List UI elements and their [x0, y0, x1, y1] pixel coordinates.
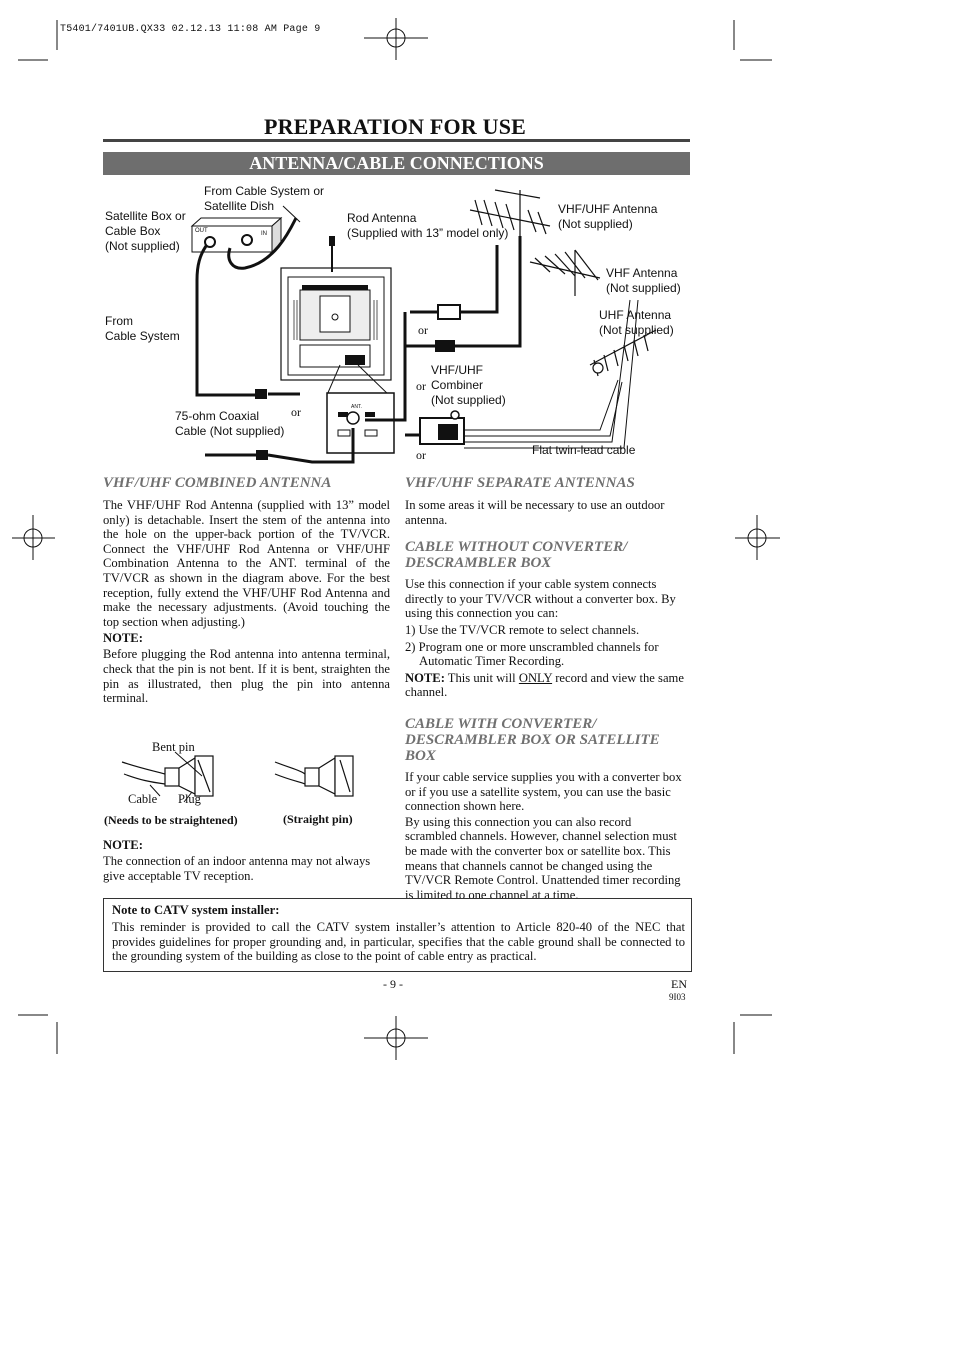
- label-vhf-antenna: VHF Antenna (Not supplied): [606, 266, 681, 295]
- tv-vcr-icon: [281, 268, 391, 380]
- label-rod-antenna: Rod Antenna (Supplied with 13” model only): [347, 211, 509, 240]
- language-code: EN: [671, 977, 687, 991]
- paragraph-without-converter: Use this connection if your cable system connects directly to your TV/VCR without a converter box. By using this connection you can:: [405, 577, 676, 621]
- label-vhf-uhf-antenna: VHF/UHF Antenna (Not supplied): [558, 202, 658, 231]
- paragraph-with-converter: If your cable service supplies you with a converter box or if you use a satellite system, you can use the basic connection shown here.: [405, 769, 682, 814]
- note-label: NOTE:: [405, 670, 445, 685]
- catv-title: Note to CATV system installer:: [112, 903, 280, 917]
- heading-without-converter: CABLE WITHOUT CONVERTER/ DESCRAMBLER BOX: [405, 539, 628, 572]
- combiner-icon: [420, 411, 464, 444]
- catv-text: This reminder is provided to call the CATV system installer’s attention to Article 820-40 of the NEC that provides guidelines for proper grounding and, in particular, specifies that the cable ground shall be connected to the grounding system of the building as close to the point of cable entry as practical.: [112, 920, 685, 964]
- catv-note-box: [103, 898, 692, 972]
- f-connector-icon: [435, 340, 455, 352]
- label-or-3: or: [291, 405, 301, 419]
- section-band: ANTENNA/CABLE CONNECTIONS: [103, 152, 690, 175]
- label-ant: ANT.: [351, 404, 362, 410]
- list-item-1: 1) Use the TV/VCR remote to select channels.: [405, 622, 640, 637]
- rod-connector-icon: [438, 305, 460, 319]
- paragraph-note-only: [405, 671, 685, 700]
- left-column: [103, 475, 390, 706]
- ant-panel-icon: [327, 393, 394, 453]
- note-text-a: This unit will: [444, 670, 519, 685]
- label-or-1: or: [418, 323, 428, 337]
- label-needs-straightened: (Needs to be straightened): [104, 813, 238, 827]
- note-only: ONLY: [518, 670, 553, 685]
- heading-combined-antenna: VHF/UHF COMBINED ANTENNA: [103, 475, 332, 491]
- heading-separate-antennas: VHF/UHF SEPARATE ANTENNAS: [405, 475, 635, 491]
- list-item-2: 2) Program one or more unscrambled channels for Automatic Timer Recording.: [405, 639, 659, 669]
- print-header: T5401/7401UB.QX33 02.12.13 11:08 AM Page 9: [60, 24, 321, 35]
- note1-title: NOTE:: [103, 631, 143, 646]
- label-cable: Cable: [128, 792, 158, 806]
- label-from-cable-or-dish: From Cable System or Satellite Dish: [204, 184, 325, 213]
- label-or-4: or: [416, 448, 426, 462]
- label-uhf-antenna: UHF Antenna (Not supplied): [599, 308, 674, 337]
- label-twin-lead: Flat twin-lead cable: [532, 443, 636, 457]
- note2-title: NOTE:: [103, 838, 143, 852]
- label-combiner: VHF/UHF Combiner (Not supplied): [431, 363, 506, 407]
- paragraph-rod-antenna: The VHF/UHF Rod Antenna (supplied with 13” model only) is detachable. Insert the stem of the antenna into the hole on the upper-back portion of the TV/VCR. Connect the VHF/UHF Rod Antenna or VHF/UHF Combination Antenna to the ANT. terminal of the TV/VCR as shown in the diagram above. For the best reception, fully extend the VHF/UHF Rod Antenna and make the necessary adjustments. (Avoid touching the top section when adjusting.): [103, 498, 390, 629]
- label-from-cable-system: From Cable System: [105, 314, 180, 343]
- left-note2: [103, 838, 390, 883]
- page-number: - 9 -: [383, 977, 403, 991]
- label-or-2: or: [416, 379, 426, 393]
- label-coaxial: 75-ohm Coaxial Cable (Not supplied): [175, 409, 285, 438]
- label-plug: Plug: [178, 792, 201, 806]
- label-box-in: IN: [261, 231, 267, 237]
- page-title: PREPARATION FOR USE: [263, 114, 527, 139]
- note1-text: Before plugging the Rod antenna into antenna terminal, check that the pin is not bent. If it is bent, straighten the pin as illustrated, then plug the pin into antenna terminal.: [103, 647, 390, 706]
- note-text-b: record and view the same channel.: [405, 670, 684, 700]
- paragraph-outdoor: In some areas it will be necessary to use an outdoor antenna.: [405, 498, 665, 527]
- paragraph-scrambled: By using this connection you can also record scrambled channels. However, channel selection must be made with the converter box or satellite box. This means that channels cannot be changed using the TV/VCR Remote Control. Unattended timer recording is limited to one channel at a time.: [405, 814, 681, 902]
- label-straight-pin: (Straight pin): [283, 812, 353, 826]
- vhf-antenna-icon: [530, 250, 600, 296]
- label-box-out: OUT: [195, 228, 208, 234]
- heading-with-converter: CABLE WITH CONVERTER/ DESCRAMBLER BOX OR SATELLITE BOX: [405, 715, 660, 764]
- doc-code: 9I03: [669, 992, 686, 1002]
- label-satellite-box: Satellite Box or Cable Box (Not supplied): [105, 209, 186, 253]
- right-column: [405, 475, 685, 902]
- label-bent-pin: Bent pin: [152, 740, 195, 754]
- note2-text: The connection of an indoor antenna may not always give acceptable TV reception.: [103, 854, 371, 883]
